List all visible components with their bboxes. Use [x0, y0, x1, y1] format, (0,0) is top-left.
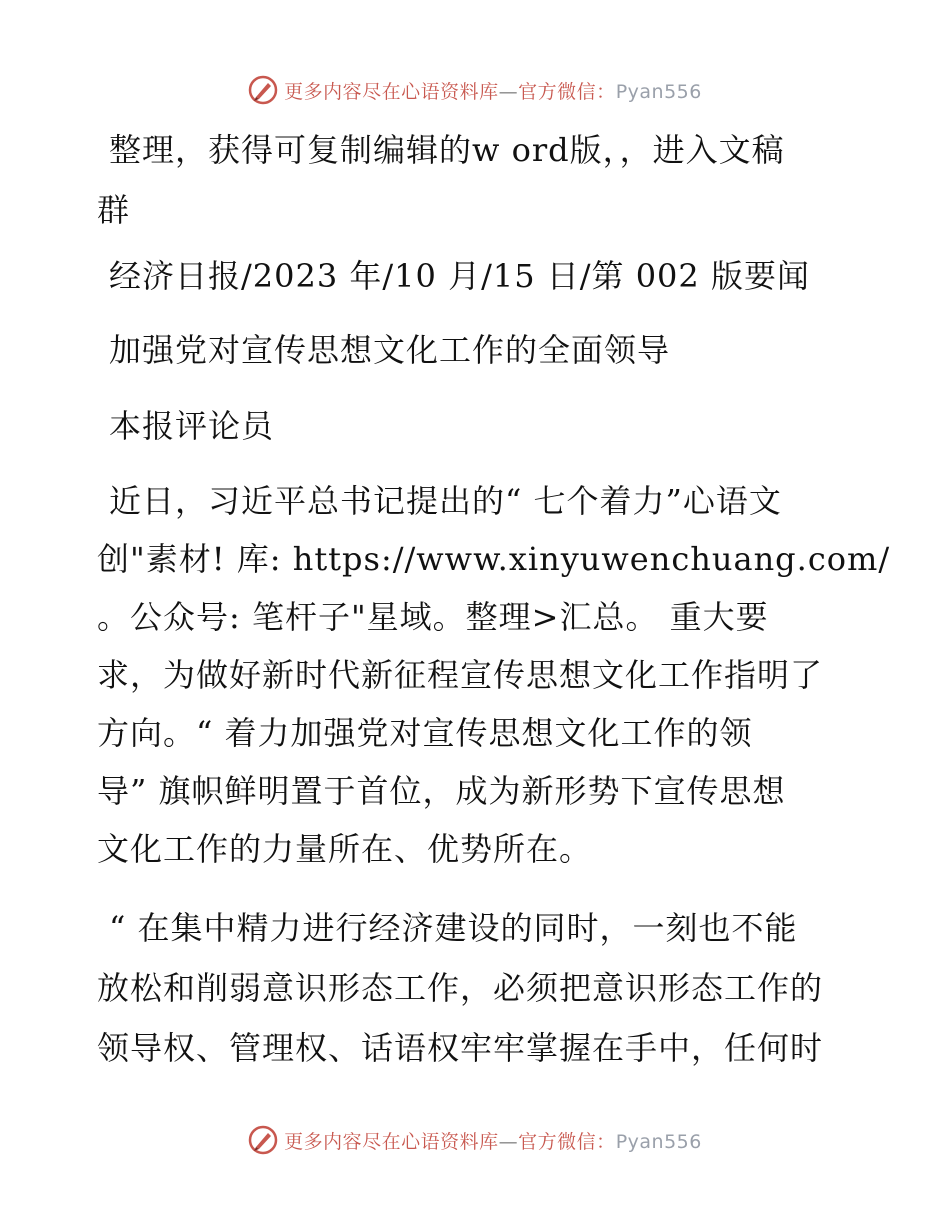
footer-wechat-id: Pyan556	[615, 1130, 702, 1153]
footer-separator: —	[498, 1130, 519, 1153]
paragraph-1-line: 近日，习近平总书记提出的“ 七个着力”心语文	[109, 482, 782, 520]
title-block	[97, 320, 857, 380]
paragraph-1-line: 方向。“ 着力加强党对宣传思想文化工作的领	[97, 714, 753, 752]
document-body	[97, 120, 891, 1078]
quill-pen-logo-icon	[248, 75, 278, 105]
footer-brand-text: 更多内容尽在心语资料库	[284, 1130, 499, 1153]
paragraph-1-line: 求，为做好新时代新征程宣传思想文化工作指明了	[97, 656, 824, 694]
paragraph-2-line: 放松和削弱意识形态工作，必须把意识形态工作的	[97, 969, 824, 1007]
paragraph-1	[97, 472, 891, 878]
header-watermark	[0, 70, 950, 110]
paragraph-1-line: 。公众号: 笔杆子"星域。整理>汇总。 重大要	[97, 598, 769, 636]
footer-wechat-label: 官方微信：	[518, 1130, 616, 1153]
paragraph-2-line: “ 在集中精力进行经济建设的同时，一刻也不能	[109, 909, 798, 947]
paragraph-2	[97, 898, 857, 1078]
quill-pen-logo-icon	[248, 1125, 278, 1155]
header-separator: —	[498, 80, 519, 103]
header-brand-text: 更多内容尽在心语资料库	[284, 80, 499, 103]
source-block	[97, 246, 857, 306]
intro-line-2: 群	[97, 191, 131, 229]
paragraph-1-line: 文化工作的力量所在、优势所在。	[97, 830, 593, 868]
source-line: 经济日报/2023 年/10 月/15 日/第 002 版要闻	[109, 257, 810, 295]
paragraph-1-line: 创"素材! 库: https://www.xinyuwenchuang.com/	[97, 540, 891, 578]
footer-watermark-text	[284, 1127, 702, 1154]
author-block	[97, 396, 857, 456]
paragraph-2-line: 领导权、管理权、话语权牢牢掌握在手中，任何时	[97, 1029, 824, 1067]
article-title: 加强党对宣传思想文化工作的全面领导	[109, 331, 671, 369]
header-wechat-label: 官方微信：	[518, 80, 616, 103]
intro-block	[97, 120, 857, 240]
article-author: 本报评论员	[109, 407, 275, 445]
header-watermark-text	[284, 77, 702, 104]
intro-line-1: 整理，获得可复制编辑的w ord版，，进入文稿	[109, 131, 785, 169]
header-wechat-id: Pyan556	[615, 80, 702, 103]
paragraph-1-line: 导” 旗帜鲜明置于首位，成为新形势下宣传思想	[97, 772, 786, 810]
footer-watermark	[0, 1120, 950, 1160]
